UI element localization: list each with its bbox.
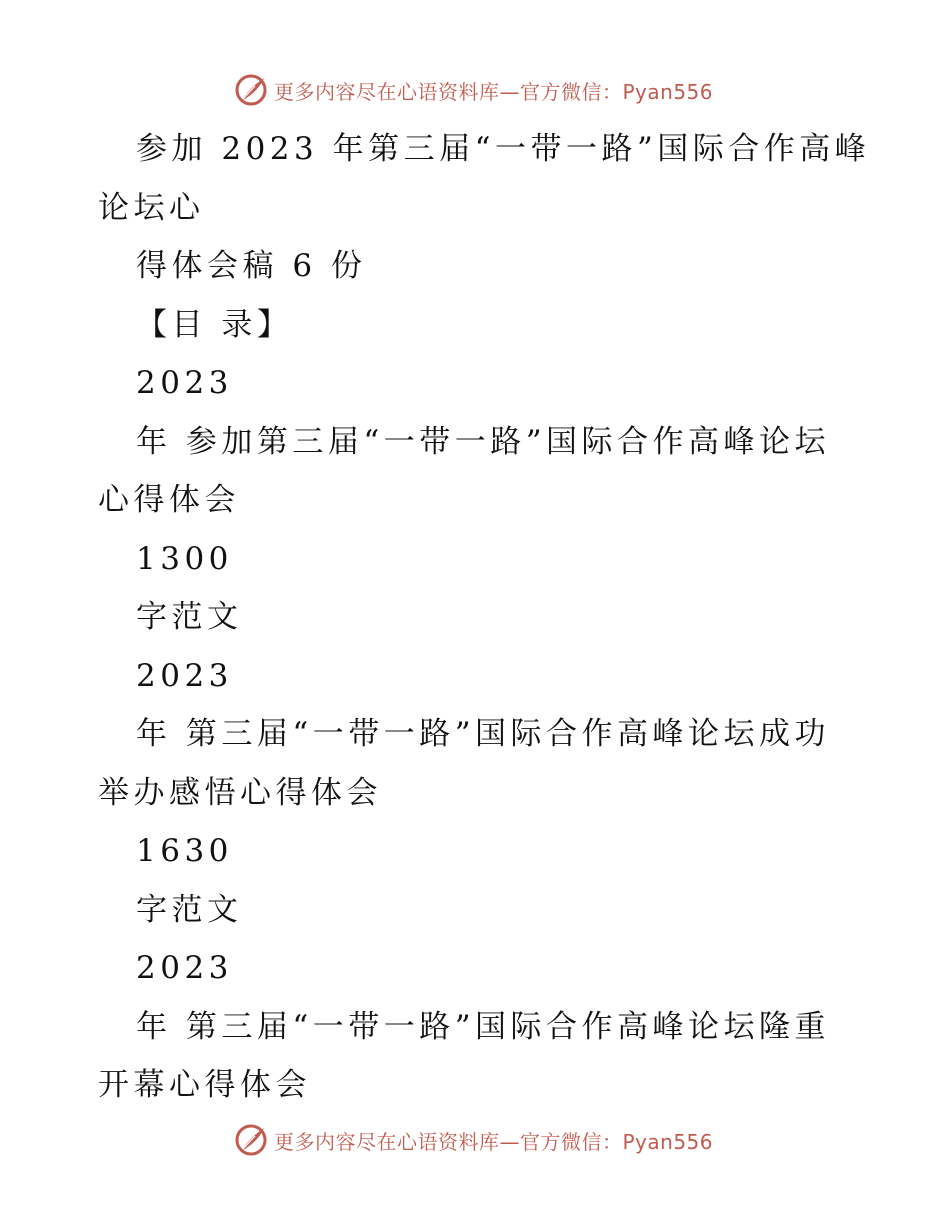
toc-entry-line: 2023 bbox=[136, 950, 233, 986]
toc-entry-line: 1300 bbox=[136, 540, 233, 577]
toc-entry-line: 字范文 bbox=[136, 891, 243, 928]
toc-entry-line: 年 第三届“一带一路”国际合作高峰论坛成功 bbox=[136, 716, 831, 752]
toc-entry-line: 年 第三届“一带一路”国际合作高峰论坛隆重 bbox=[136, 1008, 831, 1045]
doc-title-line-3: 得体会稿 6 份 bbox=[136, 248, 367, 284]
toc-entry-line: 1630 bbox=[136, 833, 233, 869]
document-body bbox=[98, 120, 871, 1115]
footer-watermark-text: 更多内容尽在心语资料库—官方微信：Pyan556 bbox=[274, 1129, 714, 1154]
toc-entry-line: 2023 bbox=[136, 365, 233, 401]
quill-logo-icon bbox=[234, 1123, 268, 1157]
toc-entry-line: 心得体会 bbox=[98, 482, 240, 518]
doc-title-line-1: 参加 2023 年第三届“一带一路”国际合作高峰 bbox=[136, 131, 871, 167]
toc-entry-line: 举办感悟心得体会 bbox=[98, 774, 382, 811]
toc-entry-line: 开幕心得体会 bbox=[98, 1067, 311, 1103]
header-watermark bbox=[234, 72, 713, 108]
doc-title-line-2: 论坛心 bbox=[98, 189, 205, 226]
quill-logo-icon bbox=[234, 73, 268, 107]
header-watermark-text: 更多内容尽在心语资料库—官方微信：Pyan556 bbox=[274, 79, 714, 104]
toc-entry-line: 字范文 bbox=[136, 599, 243, 635]
toc-heading: 【目 录】 bbox=[136, 306, 293, 343]
footer-watermark bbox=[234, 1122, 713, 1158]
toc-entry-line: 2023 bbox=[136, 657, 233, 694]
toc-entry-line: 年 参加第三届“一带一路”国际合作高峰论坛 bbox=[136, 423, 831, 460]
